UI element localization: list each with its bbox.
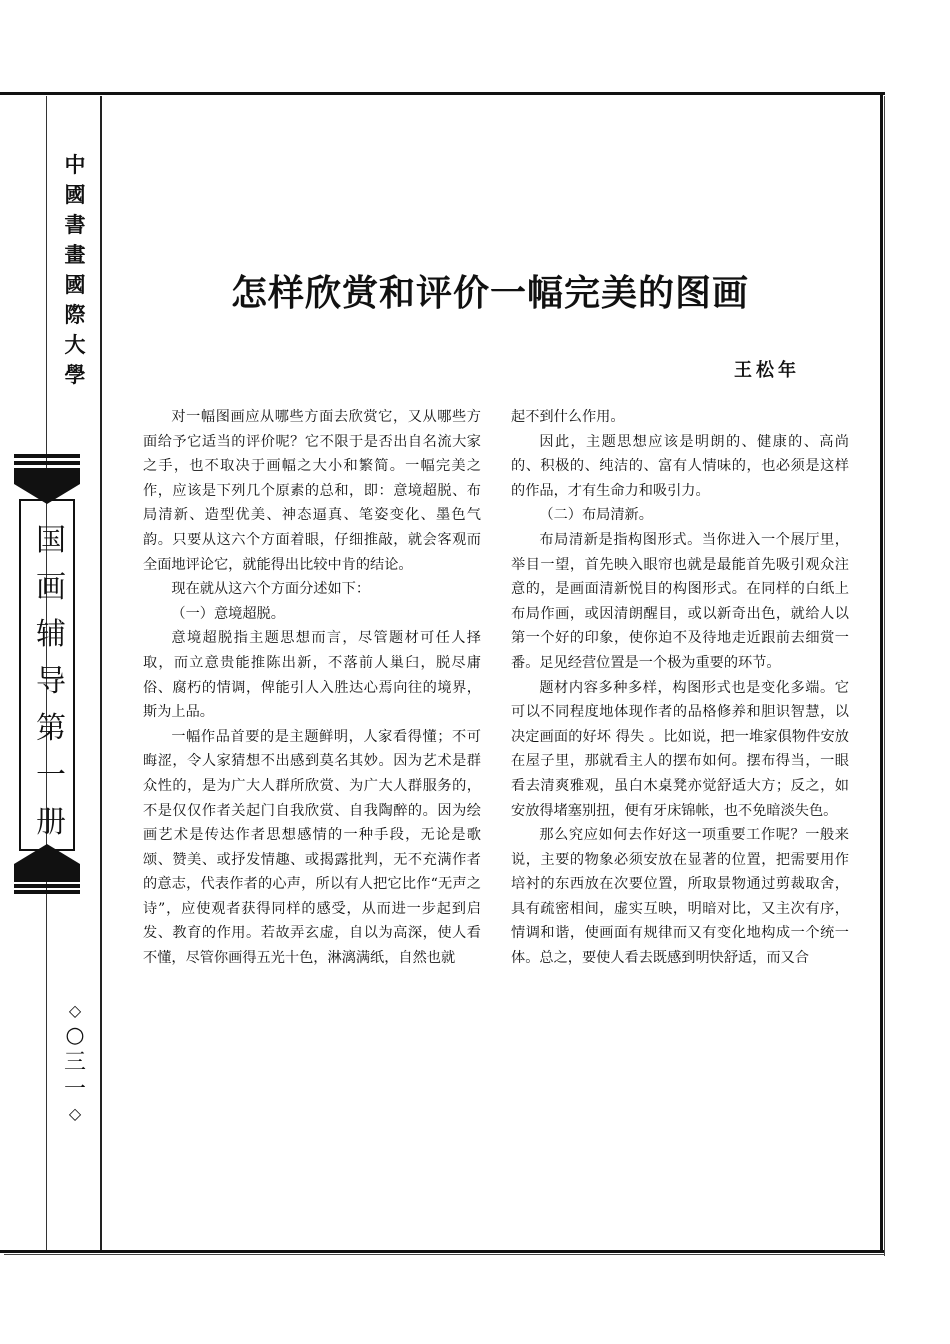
- article-column-right: [511, 405, 849, 971]
- university-char: 國: [64, 272, 86, 297]
- diamond-icon: ◇: [68, 1104, 82, 1123]
- university-char: 大: [64, 332, 86, 357]
- sidebar-right-rule: [100, 96, 102, 1250]
- page-frame-shadow-right: [884, 96, 885, 1256]
- sidebar-university-name: [58, 150, 92, 390]
- series-char: 册: [36, 805, 66, 840]
- university-char: 畫: [64, 242, 86, 267]
- university-char: 學: [64, 362, 86, 387]
- series-char: 导: [36, 664, 66, 699]
- sidebar-series-title: [26, 517, 76, 846]
- paragraph: 一幅作品首要的是主题鲜明，人家看得懂；不可晦涩，令人家猜想不出感到莫名其妙。因为艺术是群众性的，是为广大人群所欣赏、为广大人群服务的，不是仅仅作者关起门自我欣赏、自我陶醉的。因为绘画艺术是传达作者思想感情的一种手段，无论是歌颂、赞美、或抒发情趣、或揭露批判，无不充满作者的意志，代表作者的心声，所以有人把它比作“无声之诗”，应使观者获得同样的感受，从而进一步起到启发、教育的作用。若故弄玄虚，自以为高深，使人看不懂，尽管你画得五光十色，淋漓满纸，自然也就: [143, 728, 481, 967]
- paragraph: 对一幅图画应从哪些方面去欣赏它，又从哪些方面给予它适当的评价呢？它不限于是否出自名流大家之手，也不取决于画幅之大小和繁简。一幅完美之作，应该是下列几个原素的总和，即：意境超脱、布局清新、造型优美、神态逼真、笔姿变化、墨色气韵。只要从这六个方面着眼，仔细推敲，就会客观而全面地评论它，就能得出比较中肯的结论。: [143, 409, 481, 573]
- page-number-char: 一: [63, 1077, 86, 1102]
- paragraph: 布局清新是指构图形式。当你进入一个展厅里，举目一望，首先映入眼帘也就是最能首先吸引观众注意的，是画面清新悦目的构图形式。在同样的白纸上布局作画，或因清朗醒目，或以新奇出色，就给人以第一个好的印象，使你迫不及待地走近跟前去细赏一番。足见经营位置是一个极为重要的环节。: [511, 531, 849, 671]
- page-frame-top: [0, 92, 885, 95]
- page-frame-right: [880, 92, 883, 1253]
- article-author: 王松年: [734, 360, 800, 381]
- section-heading: （一）意境超脱。: [171, 605, 285, 622]
- paragraph: 意境超脱指主题思想而言，尽管题材可任人择取，而立意贵能推陈出新，不落前人巢臼，脱尽庸俗、腐朽的情调，俾能引人入胜达心焉向往的境界，斯为上品。: [143, 630, 481, 721]
- university-char: 國: [64, 182, 86, 207]
- university-char: 中: [64, 152, 86, 177]
- page-number: [62, 1000, 88, 1125]
- series-char: 第: [36, 711, 66, 746]
- paragraph: 题材内容多种多样，构图形式也是变化多端。它可以不同程度地体现作者的品格修养和胆识智慧，以决定画面的好坏 得失 。比如说，把一堆家俱物件安放在屋子里，那就看主人的摆布如何。摆布得当，一眼看去清爽雅观，虽白木桌凳亦觉舒适大方；反之，如安放得堵塞别扭，便有牙床锦帐，也不免暗淡失色。: [511, 679, 849, 819]
- page-number-char: 三: [63, 1050, 86, 1075]
- series-char: 一: [36, 758, 66, 793]
- diamond-icon: ◇: [68, 1001, 82, 1020]
- university-char: 際: [64, 302, 86, 327]
- page-number-char: ○: [65, 1023, 85, 1048]
- paragraph: 那么究应如何去作好这一项重要工作呢？一般来说，主要的物象必须安放在显著的位置，把需要用作培衬的东西放在次要位置，所取景物通过剪裁取舍，具有疏密相间，虚实互映，明暗对比，又主次有序，情调和谐，使画面有规律而又有变化地构成一个统一体。总之，要使人看去既感到明快舒适，而又合: [511, 827, 849, 967]
- paragraph-continuation: 起不到什么作用。: [511, 409, 625, 425]
- paragraph: 现在就从这六个方面分述如下：: [171, 581, 371, 598]
- series-char: 辅: [36, 617, 66, 652]
- series-char: 国: [36, 523, 66, 558]
- page-frame-shadow-bottom: [4, 1254, 885, 1255]
- article-title: 怎样欣赏和评价一幅完美的图画: [230, 273, 749, 314]
- paragraph: 因此，主题思想应该是明朗的、健康的、高尚的、积极的、纯洁的、富有人情味的，也必须是这样的作品，才有生命力和吸引力。: [511, 433, 849, 499]
- series-char: 画: [36, 570, 66, 605]
- section-heading: （二）布局清新。: [539, 507, 653, 524]
- page-frame-bottom: [0, 1250, 885, 1253]
- university-char: 書: [64, 212, 86, 237]
- article-column-left: [143, 405, 481, 971]
